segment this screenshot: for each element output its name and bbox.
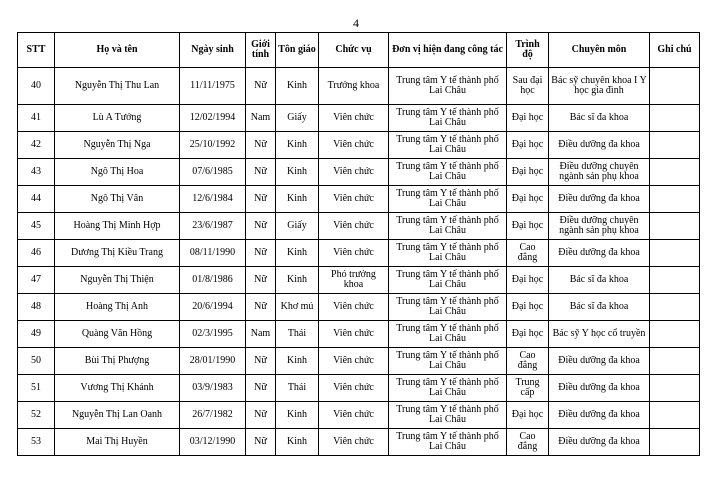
header-religion: Tôn giáo [276, 33, 319, 68]
cell-name: Ngô Thị Vân [55, 186, 180, 213]
cell-specialty: Bác sĩ đa khoa [549, 267, 650, 294]
header-gender: Giới tính [246, 33, 276, 68]
cell-stt: 53 [18, 429, 55, 456]
cell-dob: 03/9/1983 [180, 375, 246, 402]
cell-gender: Nam [246, 321, 276, 348]
cell-stt: 43 [18, 159, 55, 186]
cell-religion: Kinh [276, 68, 319, 105]
table-row [18, 294, 700, 321]
cell-dob: 23/6/1987 [180, 213, 246, 240]
cell-gender: Nữ [246, 132, 276, 159]
cell-unit: Trung tâm Y tế thành phố Lai Châu [389, 213, 507, 240]
cell-stt: 45 [18, 213, 55, 240]
cell-unit: Trung tâm Y tế thành phố Lai Châu [389, 429, 507, 456]
cell-stt: 48 [18, 294, 55, 321]
cell-specialty: Điều dưỡng đa khoa [549, 240, 650, 267]
header-level: Trình độ [507, 33, 549, 68]
cell-unit: Trung tâm Y tế thành phố Lai Châu [389, 159, 507, 186]
cell-name: Quàng Văn Hồng [55, 321, 180, 348]
header-stt: STT [18, 33, 55, 68]
cell-dob: 25/10/1992 [180, 132, 246, 159]
cell-level: Cao đẳng [507, 429, 549, 456]
cell-note [650, 132, 700, 159]
cell-unit: Trung tâm Y tế thành phố Lai Châu [389, 240, 507, 267]
header-position: Chức vụ [319, 33, 389, 68]
cell-position: Viên chức [319, 402, 389, 429]
cell-stt: 51 [18, 375, 55, 402]
table-row [18, 159, 700, 186]
cell-specialty: Điều dưỡng đa khoa [549, 186, 650, 213]
cell-stt: 52 [18, 402, 55, 429]
cell-note [650, 375, 700, 402]
cell-specialty: Điều dưỡng chuyên ngành sản phụ khoa [549, 213, 650, 240]
cell-note [650, 159, 700, 186]
cell-stt: 47 [18, 267, 55, 294]
table-row [18, 321, 700, 348]
cell-name: Nguyễn Thị Nga [55, 132, 180, 159]
table-row [18, 68, 700, 105]
cell-position: Viên chức [319, 375, 389, 402]
cell-position: Viên chức [319, 105, 389, 132]
cell-position: Viên chức [319, 348, 389, 375]
table-row [18, 402, 700, 429]
cell-dob: 20/6/1994 [180, 294, 246, 321]
staff-table [17, 32, 700, 456]
cell-level: Đại học [507, 186, 549, 213]
table-body [18, 68, 700, 456]
cell-name: Nguyễn Thị Thu Lan [55, 68, 180, 105]
cell-note [650, 68, 700, 105]
cell-level: Cao đẳng [507, 348, 549, 375]
cell-gender: Nữ [246, 213, 276, 240]
cell-name: Nguyễn Thị Thiện [55, 267, 180, 294]
cell-position: Viên chức [319, 294, 389, 321]
cell-stt: 49 [18, 321, 55, 348]
cell-religion: Khơ mú [276, 294, 319, 321]
cell-level: Đại học [507, 267, 549, 294]
cell-religion: Thái [276, 375, 319, 402]
cell-specialty: Bác sĩ đa khoa [549, 105, 650, 132]
cell-dob: 11/11/1975 [180, 68, 246, 105]
cell-specialty: Điều dưỡng đa khoa [549, 375, 650, 402]
cell-note [650, 213, 700, 240]
cell-gender: Nam [246, 105, 276, 132]
cell-dob: 01/8/1986 [180, 267, 246, 294]
cell-name: Hoàng Thị Anh [55, 294, 180, 321]
cell-religion: Kinh [276, 159, 319, 186]
cell-unit: Trung tâm Y tế thành phố Lai Châu [389, 402, 507, 429]
cell-name: Mai Thị Huyền [55, 429, 180, 456]
cell-dob: 03/12/1990 [180, 429, 246, 456]
cell-position: Viên chức [319, 159, 389, 186]
cell-religion: Kinh [276, 402, 319, 429]
cell-name: Dương Thị Kiều Trang [55, 240, 180, 267]
cell-level: Đại học [507, 105, 549, 132]
cell-religion: Kinh [276, 429, 319, 456]
table-row [18, 213, 700, 240]
cell-stt: 46 [18, 240, 55, 267]
cell-gender: Nữ [246, 348, 276, 375]
cell-dob: 07/6/1985 [180, 159, 246, 186]
cell-gender: Nữ [246, 240, 276, 267]
cell-gender: Nữ [246, 159, 276, 186]
table-row [18, 105, 700, 132]
cell-unit: Trung tâm Y tế thành phố Lai Châu [389, 375, 507, 402]
cell-religion: Giấy [276, 213, 319, 240]
cell-position: Viên chức [319, 429, 389, 456]
cell-unit: Trung tâm Y tế thành phố Lai Châu [389, 348, 507, 375]
cell-level: Sau đại học [507, 68, 549, 105]
table-header [18, 33, 700, 68]
header-row [18, 33, 700, 68]
cell-gender: Nữ [246, 294, 276, 321]
table-row [18, 348, 700, 375]
cell-gender: Nữ [246, 375, 276, 402]
cell-religion: Giấy [276, 105, 319, 132]
cell-note [650, 348, 700, 375]
cell-religion: Thái [276, 321, 319, 348]
header-unit: Đơn vị hiện đang công tác [389, 33, 507, 68]
cell-dob: 02/3/1995 [180, 321, 246, 348]
table-row [18, 429, 700, 456]
cell-specialty: Điều dưỡng chuyên ngành sản phụ khoa [549, 159, 650, 186]
cell-position: Viên chức [319, 132, 389, 159]
cell-religion: Kinh [276, 186, 319, 213]
cell-position: Viên chức [319, 186, 389, 213]
cell-specialty: Điều dưỡng đa khoa [549, 429, 650, 456]
cell-level: Trung cấp [507, 375, 549, 402]
cell-gender: Nữ [246, 429, 276, 456]
cell-position: Viên chức [319, 213, 389, 240]
cell-stt: 50 [18, 348, 55, 375]
table-row [18, 186, 700, 213]
cell-level: Đại học [507, 159, 549, 186]
cell-specialty: Điều dưỡng đa khoa [549, 132, 650, 159]
table-row [18, 132, 700, 159]
table-row [18, 240, 700, 267]
cell-unit: Trung tâm Y tế thành phố Lai Châu [389, 321, 507, 348]
cell-position: Phó trưởng khoa [319, 267, 389, 294]
cell-religion: Kinh [276, 240, 319, 267]
cell-name: Lù A Tướng [55, 105, 180, 132]
cell-level: Đại học [507, 321, 549, 348]
cell-gender: Nữ [246, 68, 276, 105]
cell-name: Vương Thị Khánh [55, 375, 180, 402]
cell-level: Đại học [507, 402, 549, 429]
cell-level: Đại học [507, 294, 549, 321]
cell-religion: Kinh [276, 267, 319, 294]
cell-gender: Nữ [246, 402, 276, 429]
cell-specialty: Bác sỹ chuyên khoa I Y học gia đình [549, 68, 650, 105]
cell-note [650, 186, 700, 213]
cell-unit: Trung tâm Y tế thành phố Lai Châu [389, 267, 507, 294]
cell-dob: 12/02/1994 [180, 105, 246, 132]
cell-note [650, 105, 700, 132]
cell-stt: 42 [18, 132, 55, 159]
cell-unit: Trung tâm Y tế thành phố Lai Châu [389, 186, 507, 213]
cell-note [650, 321, 700, 348]
cell-note [650, 429, 700, 456]
cell-note [650, 240, 700, 267]
cell-dob: 08/11/1990 [180, 240, 246, 267]
cell-name: Bùi Thị Phượng [55, 348, 180, 375]
cell-note [650, 402, 700, 429]
cell-name: Ngô Thị Hoa [55, 159, 180, 186]
cell-stt: 40 [18, 68, 55, 105]
cell-position: Trưởng khoa [319, 68, 389, 105]
cell-position: Viên chức [319, 321, 389, 348]
header-dob: Ngày sinh [180, 33, 246, 68]
cell-dob: 26/7/1982 [180, 402, 246, 429]
table-row [18, 267, 700, 294]
cell-unit: Trung tâm Y tế thành phố Lai Châu [389, 68, 507, 105]
header-specialty: Chuyên môn [549, 33, 650, 68]
cell-note [650, 294, 700, 321]
cell-dob: 12/6/1984 [180, 186, 246, 213]
cell-stt: 44 [18, 186, 55, 213]
page-number: 4 [353, 16, 359, 30]
cell-religion: Kinh [276, 132, 319, 159]
cell-stt: 41 [18, 105, 55, 132]
cell-unit: Trung tâm Y tế thành phố Lai Châu [389, 132, 507, 159]
cell-specialty: Điều dưỡng đa khoa [549, 402, 650, 429]
cell-unit: Trung tâm Y tế thành phố Lai Châu [389, 294, 507, 321]
table-row [18, 375, 700, 402]
header-name: Họ và tên [55, 33, 180, 68]
header-note: Ghi chú [650, 33, 700, 68]
cell-specialty: Điều dưỡng đa khoa [549, 348, 650, 375]
cell-gender: Nữ [246, 267, 276, 294]
cell-position: Viên chức [319, 240, 389, 267]
cell-name: Nguyễn Thị Lan Oanh [55, 402, 180, 429]
cell-note [650, 267, 700, 294]
cell-name: Hoàng Thị Minh Hợp [55, 213, 180, 240]
cell-unit: Trung tâm Y tế thành phố Lai Châu [389, 105, 507, 132]
cell-specialty: Bác sĩ đa khoa [549, 294, 650, 321]
cell-level: Đại học [507, 132, 549, 159]
cell-dob: 28/01/1990 [180, 348, 246, 375]
cell-level: Đại học [507, 213, 549, 240]
cell-gender: Nữ [246, 186, 276, 213]
cell-specialty: Bác sỹ Y học cổ truyền [549, 321, 650, 348]
cell-level: Cao đẳng [507, 240, 549, 267]
cell-religion: Kinh [276, 348, 319, 375]
